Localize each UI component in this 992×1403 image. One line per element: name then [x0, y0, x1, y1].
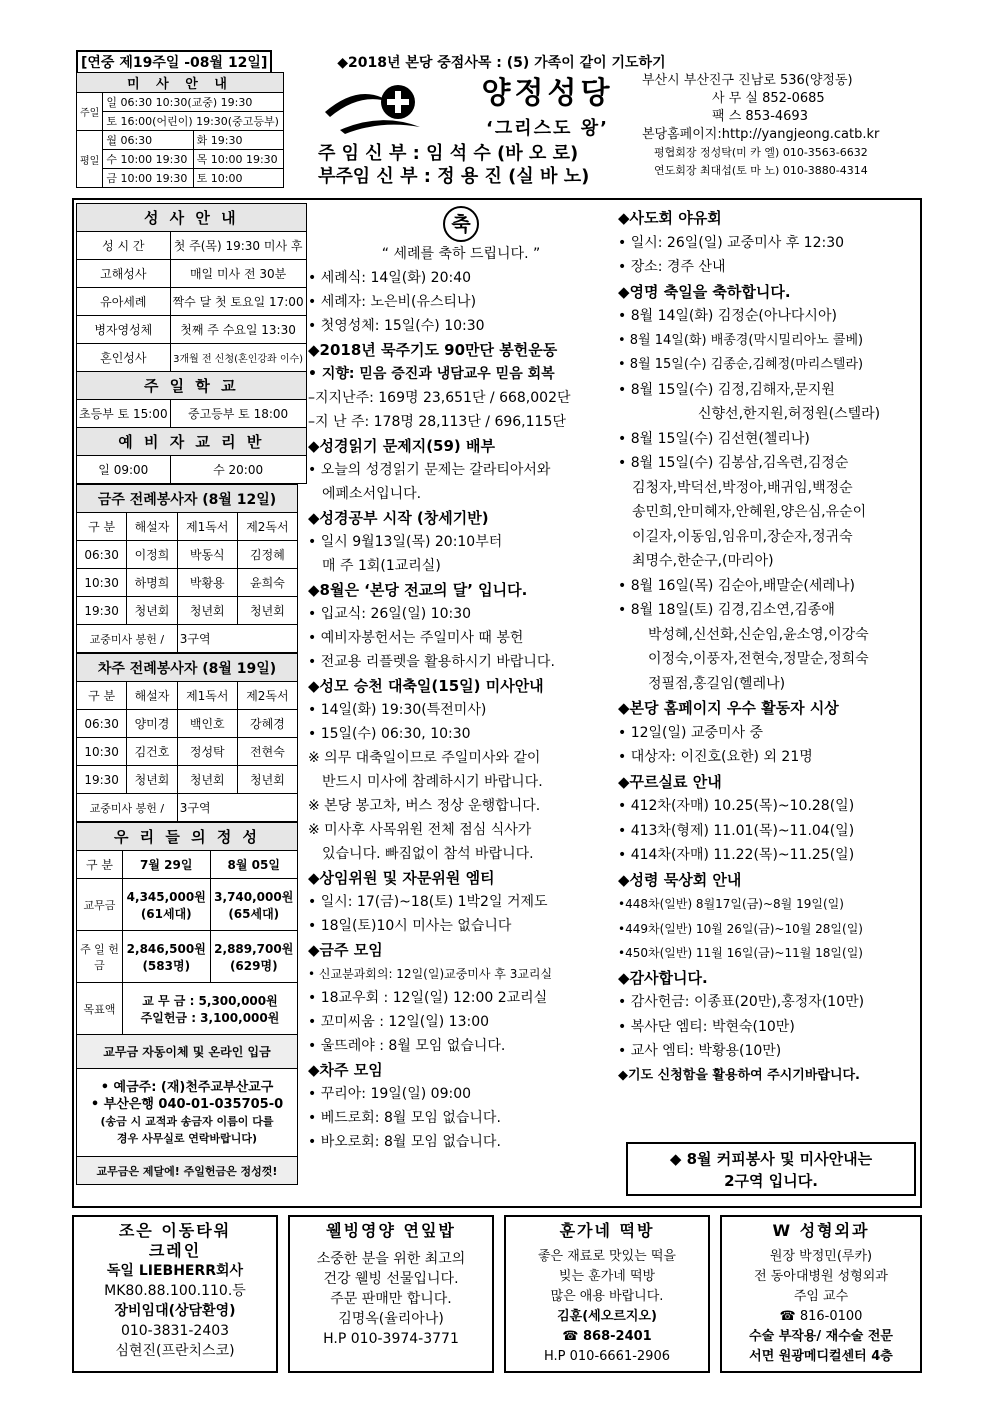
weekday-cell: 화 19:30	[193, 131, 283, 150]
table-cell: 정성탁	[177, 738, 237, 766]
section-heading: ◆꾸르실료 안내	[618, 772, 722, 791]
list-item: 김청자,박덕선,박정아,배귀임,백정순	[632, 479, 853, 496]
list-item: • 지향: 믿음 증진과 냉담교우 믿음 회복	[308, 366, 555, 382]
list-item: • 15일(수) 06:30, 10:30	[308, 726, 471, 742]
weekday-cell: 목 10:00 19:30	[193, 150, 283, 169]
ad-line: 빚는 훈가네 떡방	[558, 1269, 656, 1284]
league-contact: 연도회장 최대섭(토 마 노) 010-3880-4314	[654, 164, 868, 177]
table-cell: 중고등부 토 18:00	[170, 400, 306, 428]
list-item: • 교사 엠티: 박황용(10만)	[618, 1043, 782, 1059]
table-cell: 김건호	[127, 738, 178, 766]
ad-line: 건강 웰빙 선물입니다.	[323, 1271, 459, 1287]
ad-line: 많은 애용 바랍니다.	[550, 1289, 664, 1304]
list-item: • 울뜨레야 : 8월 모임 없습니다.	[308, 1038, 506, 1054]
table-header: 해설자	[127, 513, 178, 541]
table-cell: 유아세례	[77, 288, 171, 316]
list-item: 에페소서입니다.	[322, 486, 422, 502]
value: 2,846,500원	[126, 941, 206, 956]
ad-title: 웰빙영양 연잎밥	[326, 1221, 456, 1240]
ad-line: 좋은 재료로 맛있는 떡을	[538, 1249, 676, 1264]
right-column	[618, 206, 920, 1088]
section-heading: ◆기도 신청함을 활용하여 주시기바랍니다.	[618, 1067, 860, 1083]
table-cell: 박동식	[177, 541, 237, 569]
list-item: ※ 미사후 사목위원 전체 점심 식사가	[308, 822, 532, 838]
table-cell: 백인호	[177, 710, 237, 738]
list-item: • 8월 15일(수) 김선현(첼리나)	[618, 430, 810, 447]
list-item: 송민희,안미혜자,안혜원,양은심,유순이	[632, 504, 867, 520]
table-cell: 주 일 헌 금	[77, 931, 123, 983]
list-item: • 첫영성체: 15일(수) 10:30	[308, 318, 485, 334]
list-item: ※ 본당 봉고차, 버스 정상 운행합니다.	[308, 798, 541, 814]
table-header: 구 분	[77, 851, 123, 879]
table-cell: 양미경	[127, 710, 178, 738]
value: (629명)	[229, 958, 278, 973]
list-item: • 8월 18일(토) 김경,김소연,김종애	[618, 602, 835, 618]
ad-title: 크레인	[148, 1241, 202, 1260]
weekday-cell: 토 10:00	[193, 169, 283, 188]
value: 3,740,000원	[214, 889, 294, 904]
liturgy-this-week-table	[76, 484, 298, 653]
table-cell: 10:30	[77, 569, 127, 597]
pastor: 주 임 신 부 : 임 석 수 (바 오 로)	[318, 143, 579, 164]
ad-rice-cake	[504, 1215, 710, 1373]
church-subtitle: ‘그리스도 왕’	[486, 118, 609, 139]
liturgy-this-title: 금주 전례봉사자 (8월 12일)	[77, 485, 298, 513]
list-item: 이길자,이동임,임유미,장순자,정귀숙	[632, 528, 853, 545]
section-heading: ◆차주 모임	[308, 1061, 383, 1079]
list-item: 반드시 미사에 참례하시기 바랍니다.	[322, 774, 543, 790]
church-name: 양정성당	[481, 76, 614, 111]
list-item: ※ 의무 대축일이므로 주일미사와 같이	[308, 750, 541, 766]
table-cell: 10:30	[77, 738, 127, 766]
account-note: 경우 사무실로 연락바랍니다)	[116, 1131, 258, 1145]
sacraments-table	[76, 203, 307, 484]
table-cell: 청년회	[127, 597, 178, 625]
list-item: • 8월 16일(목) 김순아,배말순(세레나)	[618, 577, 855, 594]
ad-line: H.P 010-3974-3771	[323, 1331, 459, 1347]
weekday-cell: 수 10:00 19:30	[103, 150, 193, 169]
ad-line: 010-3831-2403	[120, 1323, 230, 1339]
list-item: • 413차(형제) 11.01(목)~11.04(일)	[618, 822, 855, 839]
celebrate-emblem: 축	[443, 206, 479, 242]
table-cell: 3개월 전 신청(혼인강좌 이수)	[170, 344, 306, 372]
offer-label: 교중미사 봉헌 /	[77, 794, 178, 822]
list-item: • 감사헌금: 이종표(20만),홍정자(10만)	[618, 994, 865, 1010]
sunday-row: 일 06:30 10:30(교중) 19:30	[103, 93, 284, 112]
value: 4,345,000원	[126, 889, 206, 904]
ad-line: 독일 LIEBHERR회사	[106, 1263, 244, 1279]
mass-schedule	[76, 72, 284, 188]
table-cell: 19:30	[77, 597, 127, 625]
list-item: –지지난주: 169명 23,651단 / 668,002단	[308, 390, 571, 406]
table-cell: 이정희	[127, 541, 178, 569]
table-cell: 수 20:00	[170, 456, 306, 484]
value: (61세대)	[140, 906, 192, 921]
weekday-cell: 월 06:30	[103, 131, 193, 150]
theme-label: ◆2018년 본당 중점사목 : (5) 가족이 같이 기도하기	[337, 55, 666, 71]
mass-title: 미 사 안 내	[77, 73, 284, 93]
offering-table	[76, 822, 298, 1185]
ad-line: 김훈(세오르지오)	[557, 1309, 657, 1324]
list-item: • 14일(화) 19:30(특전미사)	[308, 702, 487, 718]
section-heading: ◆성모 승천 대축일(15일) 미사안내	[308, 677, 544, 695]
table-cell: 하명희	[127, 569, 178, 597]
section-heading: ◆상임위원 및 자문위원 엠티	[308, 869, 495, 887]
value: (583명)	[142, 958, 191, 973]
office-phone: 사 무 실 852-0685	[712, 91, 825, 106]
goal-value: 주일헌금 : 3,100,000원	[140, 1010, 280, 1025]
table-header: 제1독서	[177, 682, 237, 710]
list-item: • 18교우회 : 12일(일) 12:00 2교리실	[308, 990, 548, 1006]
goal-value: 교 무 금 : 5,300,000원	[142, 993, 278, 1008]
table-header: 제1독서	[177, 513, 237, 541]
table-cell: 일 09:00	[77, 456, 171, 484]
list-item: • 세례자: 노은비(유스티나)	[308, 294, 477, 310]
table-cell: 청년회	[237, 597, 297, 625]
table-cell: 매일 미사 전 30분	[170, 260, 306, 288]
section-heading: ◆성경읽기 문제지(59) 배부	[308, 437, 495, 455]
list-item: • 8월 15일(수) 김봉삼,김옥련,김정순	[618, 455, 849, 471]
table-cell: 목표액	[77, 983, 123, 1035]
priests	[318, 142, 589, 188]
list-item: • 신교분과회의: 12일(일)교중미사 후 3교리실	[308, 967, 553, 981]
notice-line: ◆ 8월 커피봉사 및 미사안내는	[669, 1150, 873, 1168]
list-item: • 8월 15일(수) 김종순,김혜정(마리스텔라)	[618, 357, 864, 372]
ad-line: 소중한 분을 위한 최고의	[316, 1251, 466, 1267]
section-heading: ◆성령 묵상회 안내	[618, 870, 742, 889]
list-item: 매 주 1회(1교리실)	[322, 558, 441, 574]
table-cell: 박황용	[177, 569, 237, 597]
table-cell: 청년회	[237, 766, 297, 794]
list-item: • 414차(자매) 11.22(목)~11.25(일)	[618, 847, 855, 863]
list-item: • 예비자봉헌서는 주일미사 때 봉헌	[308, 630, 524, 646]
section-heading: ◆8월은 ‘본당 전교의 달’ 입니다.	[308, 581, 528, 599]
ad-line: 서면 원광메디컬센터 4층	[749, 1349, 893, 1364]
list-item: • 오늘의 성경읽기 문제는 갈라티아서와	[308, 462, 551, 478]
liturgy-next-title: 차주 전례봉사자 (8월 19일)	[77, 654, 298, 682]
homepage-link[interactable]: 본당홈페이지:http://yangjeong.catb.kr	[642, 127, 880, 142]
week-label: [연중 제19주일 -08월 12일]	[76, 50, 272, 74]
list-item: • 입교식: 26일(일) 10:30	[308, 606, 472, 622]
sunday-school-title: 주 일 학 교	[77, 372, 307, 400]
assistant-pastor: 부주임 신 부 : 정 용 진 (실 바 노)	[318, 166, 590, 187]
list-item: • 18일(토)10시 미사는 없습니다	[308, 918, 512, 934]
list-item: 있습니다. 빠짐없이 참석 바랍니다.	[322, 846, 534, 862]
value: (65세대)	[228, 906, 280, 921]
section-heading: ◆사도회 야유회	[618, 209, 722, 227]
table-cell: 06:30	[77, 710, 127, 738]
section-heading: ◆본당 홈페이지 우수 활동자 시상	[618, 699, 839, 717]
table-header: 8월 05일	[210, 851, 298, 879]
section-heading: ◆성경공부 시작 (창세기반)	[308, 509, 489, 527]
list-item: 박성혜,신선화,신순임,윤소영,이강숙	[648, 626, 869, 643]
table-cell: 윤희숙	[237, 569, 297, 597]
table-cell: 성 시 간	[77, 232, 171, 260]
list-item: • 전교용 리플렛을 활용하시기 바랍니다.	[308, 654, 555, 670]
ad-line: 심현진(프란치스코)	[115, 1343, 235, 1359]
table-cell: 혼인성사	[77, 344, 171, 372]
list-item: • 세례식: 14일(화) 20:40	[308, 270, 472, 286]
liturgy-next-week-table	[76, 653, 298, 822]
list-item: • 8월 15일(수) 김정,김해자,문지원	[618, 381, 835, 398]
list-item: • 412차(자매) 10.25(목)~10.28(일)	[618, 798, 855, 814]
table-cell: 06:30	[77, 541, 127, 569]
list-item: • 꾸리아: 19일(일) 09:00	[308, 1086, 472, 1102]
section-heading: ◆영명 축일을 축하합니다.	[618, 282, 791, 301]
offering-footer: 교무금은 제달에! 주일헌금은 정성껏!	[77, 1157, 298, 1185]
list-item: • 8월 14일(화) 김정순(아나다시아)	[618, 308, 837, 324]
ad-line: 주임 교수	[793, 1289, 849, 1304]
notice-line: 2구역 입니다.	[724, 1172, 818, 1190]
church-title-block	[460, 68, 635, 140]
ad-lotus-rice	[288, 1215, 494, 1373]
table-header: 해설자	[127, 682, 178, 710]
table-cell: 19:30	[77, 766, 127, 794]
left-column	[76, 203, 304, 1185]
ad-line: 수술 부작용/ 재수술 전문	[749, 1329, 893, 1344]
list-item: • 복사단 엠티: 박현숙(10만)	[618, 1018, 795, 1035]
list-item: 정필점,홍길임(헬레나)	[648, 675, 786, 692]
value: 2,889,700원	[214, 941, 294, 956]
list-item: • 8월 14일(화) 배종경(막시밀리아노 콜베)	[618, 332, 864, 348]
saturday-row: 토 16:00(어린이) 19:30(중고등부)	[103, 112, 284, 131]
table-cell: 강혜경	[237, 710, 297, 738]
sacraments-title: 성 사 안 내	[77, 204, 307, 232]
account-note: (송금 시 교적과 송금자 이름이 다를	[100, 1114, 274, 1128]
baptism-message: “ 세례를 축하 드립니다. ”	[381, 246, 541, 262]
coffee-notice	[626, 1142, 916, 1196]
ad-line: 김명옥(율리아나)	[338, 1311, 444, 1327]
ad-line: 주문 판매만 합니다.	[330, 1291, 452, 1307]
table-header: 구 분	[77, 682, 127, 710]
list-item: •448차(일반) 8월17일(금)~8월 19일(일)	[618, 897, 844, 911]
table-cell: 첫 주(목) 19:30 미사 후	[170, 232, 306, 260]
fax: 팩 스 853-4693	[712, 109, 808, 124]
list-item: • 베드로회: 8월 모임 없습니다.	[308, 1110, 501, 1126]
section-heading: ◆감사합니다.	[618, 968, 708, 987]
ad-line: H.P 010-6661-2906	[543, 1349, 670, 1364]
table-cell: 첫째 주 수요일 13:30	[170, 316, 306, 344]
middle-column	[308, 206, 614, 1154]
table-cell: 초등부 토 15:00	[77, 400, 171, 428]
catechumen-title: 예 비 자 교 리 반	[77, 428, 307, 456]
offer-value: 3구역	[177, 625, 297, 653]
list-item: •449차(일반) 10월 26일(금)~10월 28일(일)	[618, 921, 863, 936]
table-header: 제2독서	[237, 682, 297, 710]
ad-line: MK80.88.100.110.등	[104, 1283, 246, 1299]
list-item: •450차(일반) 11월 16일(금)~11월 18일(일)	[618, 946, 863, 960]
ad-crane	[72, 1215, 278, 1373]
weekday-label: 평일	[77, 131, 103, 188]
ad-line: ☎ 868-2401	[562, 1329, 652, 1344]
ad-title: W 성형외과	[772, 1221, 870, 1240]
list-item: 신향선,한지원,허정원(스텔라)	[698, 406, 881, 422]
council-contact: 평협회장 정성탁(미 카 엘) 010-3563-6632	[654, 146, 868, 159]
contact-info	[642, 72, 922, 180]
address: 부산시 부산진구 진남로 536(양정동)	[642, 73, 853, 88]
offer-value: 3구역	[177, 794, 297, 822]
table-header: 7월 29일	[123, 851, 211, 879]
list-item: • 일시: 17(금)~18(토) 1박2일 거제도	[308, 894, 548, 910]
table-cell: 짝수 달 첫 토요일 17:00	[170, 288, 306, 316]
ad-line: ☎ 816-0100	[779, 1309, 863, 1324]
table-header: 제2독서	[237, 513, 297, 541]
account-number: • 부산은행 040-01-035705-0	[90, 1096, 284, 1112]
table-cell: 청년회	[177, 597, 237, 625]
list-item: • 바오로회: 8월 모임 없습니다.	[308, 1134, 501, 1150]
ad-title: 훈가네 떡방	[559, 1221, 655, 1240]
weekday-cell: 금 10:00 19:30	[103, 169, 193, 188]
offer-label: 교중미사 봉헌 /	[77, 625, 178, 653]
table-cell: 청년회	[127, 766, 178, 794]
section-heading: ◆금주 모임	[308, 941, 383, 959]
transfer-title: 교무금 자동이체 및 온라인 입금	[77, 1035, 298, 1069]
ad-line: 장비임대(상담환영)	[114, 1303, 236, 1319]
list-item: • 일시: 26일(일) 교중미사 후 12:30	[618, 234, 845, 251]
account-holder: • 예금주: (재)천주교부산교구	[100, 1079, 274, 1095]
table-cell: 청년회	[177, 766, 237, 794]
table-cell: 고해성사	[77, 260, 171, 288]
list-item: • 일시 9월13일(목) 20:10부터	[308, 534, 503, 550]
list-item: • 대상자: 이진호(요한) 외 21명	[618, 749, 813, 765]
table-cell: 병자영성체	[77, 316, 171, 344]
list-item: • 꼬미씨움 : 12일(일) 13:00	[308, 1014, 490, 1030]
ad-line: 전 동아대병원 성형외과	[754, 1269, 888, 1284]
list-item: • 장소: 경주 산내	[618, 259, 726, 275]
table-header: 구 분	[77, 513, 127, 541]
ad-plastic-surgery	[720, 1215, 922, 1373]
table-cell: 전현숙	[237, 738, 297, 766]
list-item: 최명수,한순구,(마리아)	[632, 553, 774, 569]
table-cell: 교무금	[77, 879, 123, 931]
offering-title: 우 리 들 의 정 성	[77, 823, 298, 851]
list-item: • 12일(일) 교중미사 중	[618, 724, 764, 741]
section-heading: ◆2018년 묵주기도 90만단 봉헌운동	[308, 341, 558, 359]
church-logo	[320, 72, 445, 142]
ad-line: 원장 박정민(루카)	[769, 1249, 873, 1264]
sunday-label: 주일	[77, 93, 103, 131]
list-item: –지 난 주: 178명 28,113단 / 696,115단	[308, 414, 566, 430]
table-cell: 김정혜	[237, 541, 297, 569]
list-item: 이정숙,이풍자,전현숙,정말순,정희숙	[648, 651, 869, 667]
ad-title: 조은 이동타워	[118, 1221, 232, 1240]
